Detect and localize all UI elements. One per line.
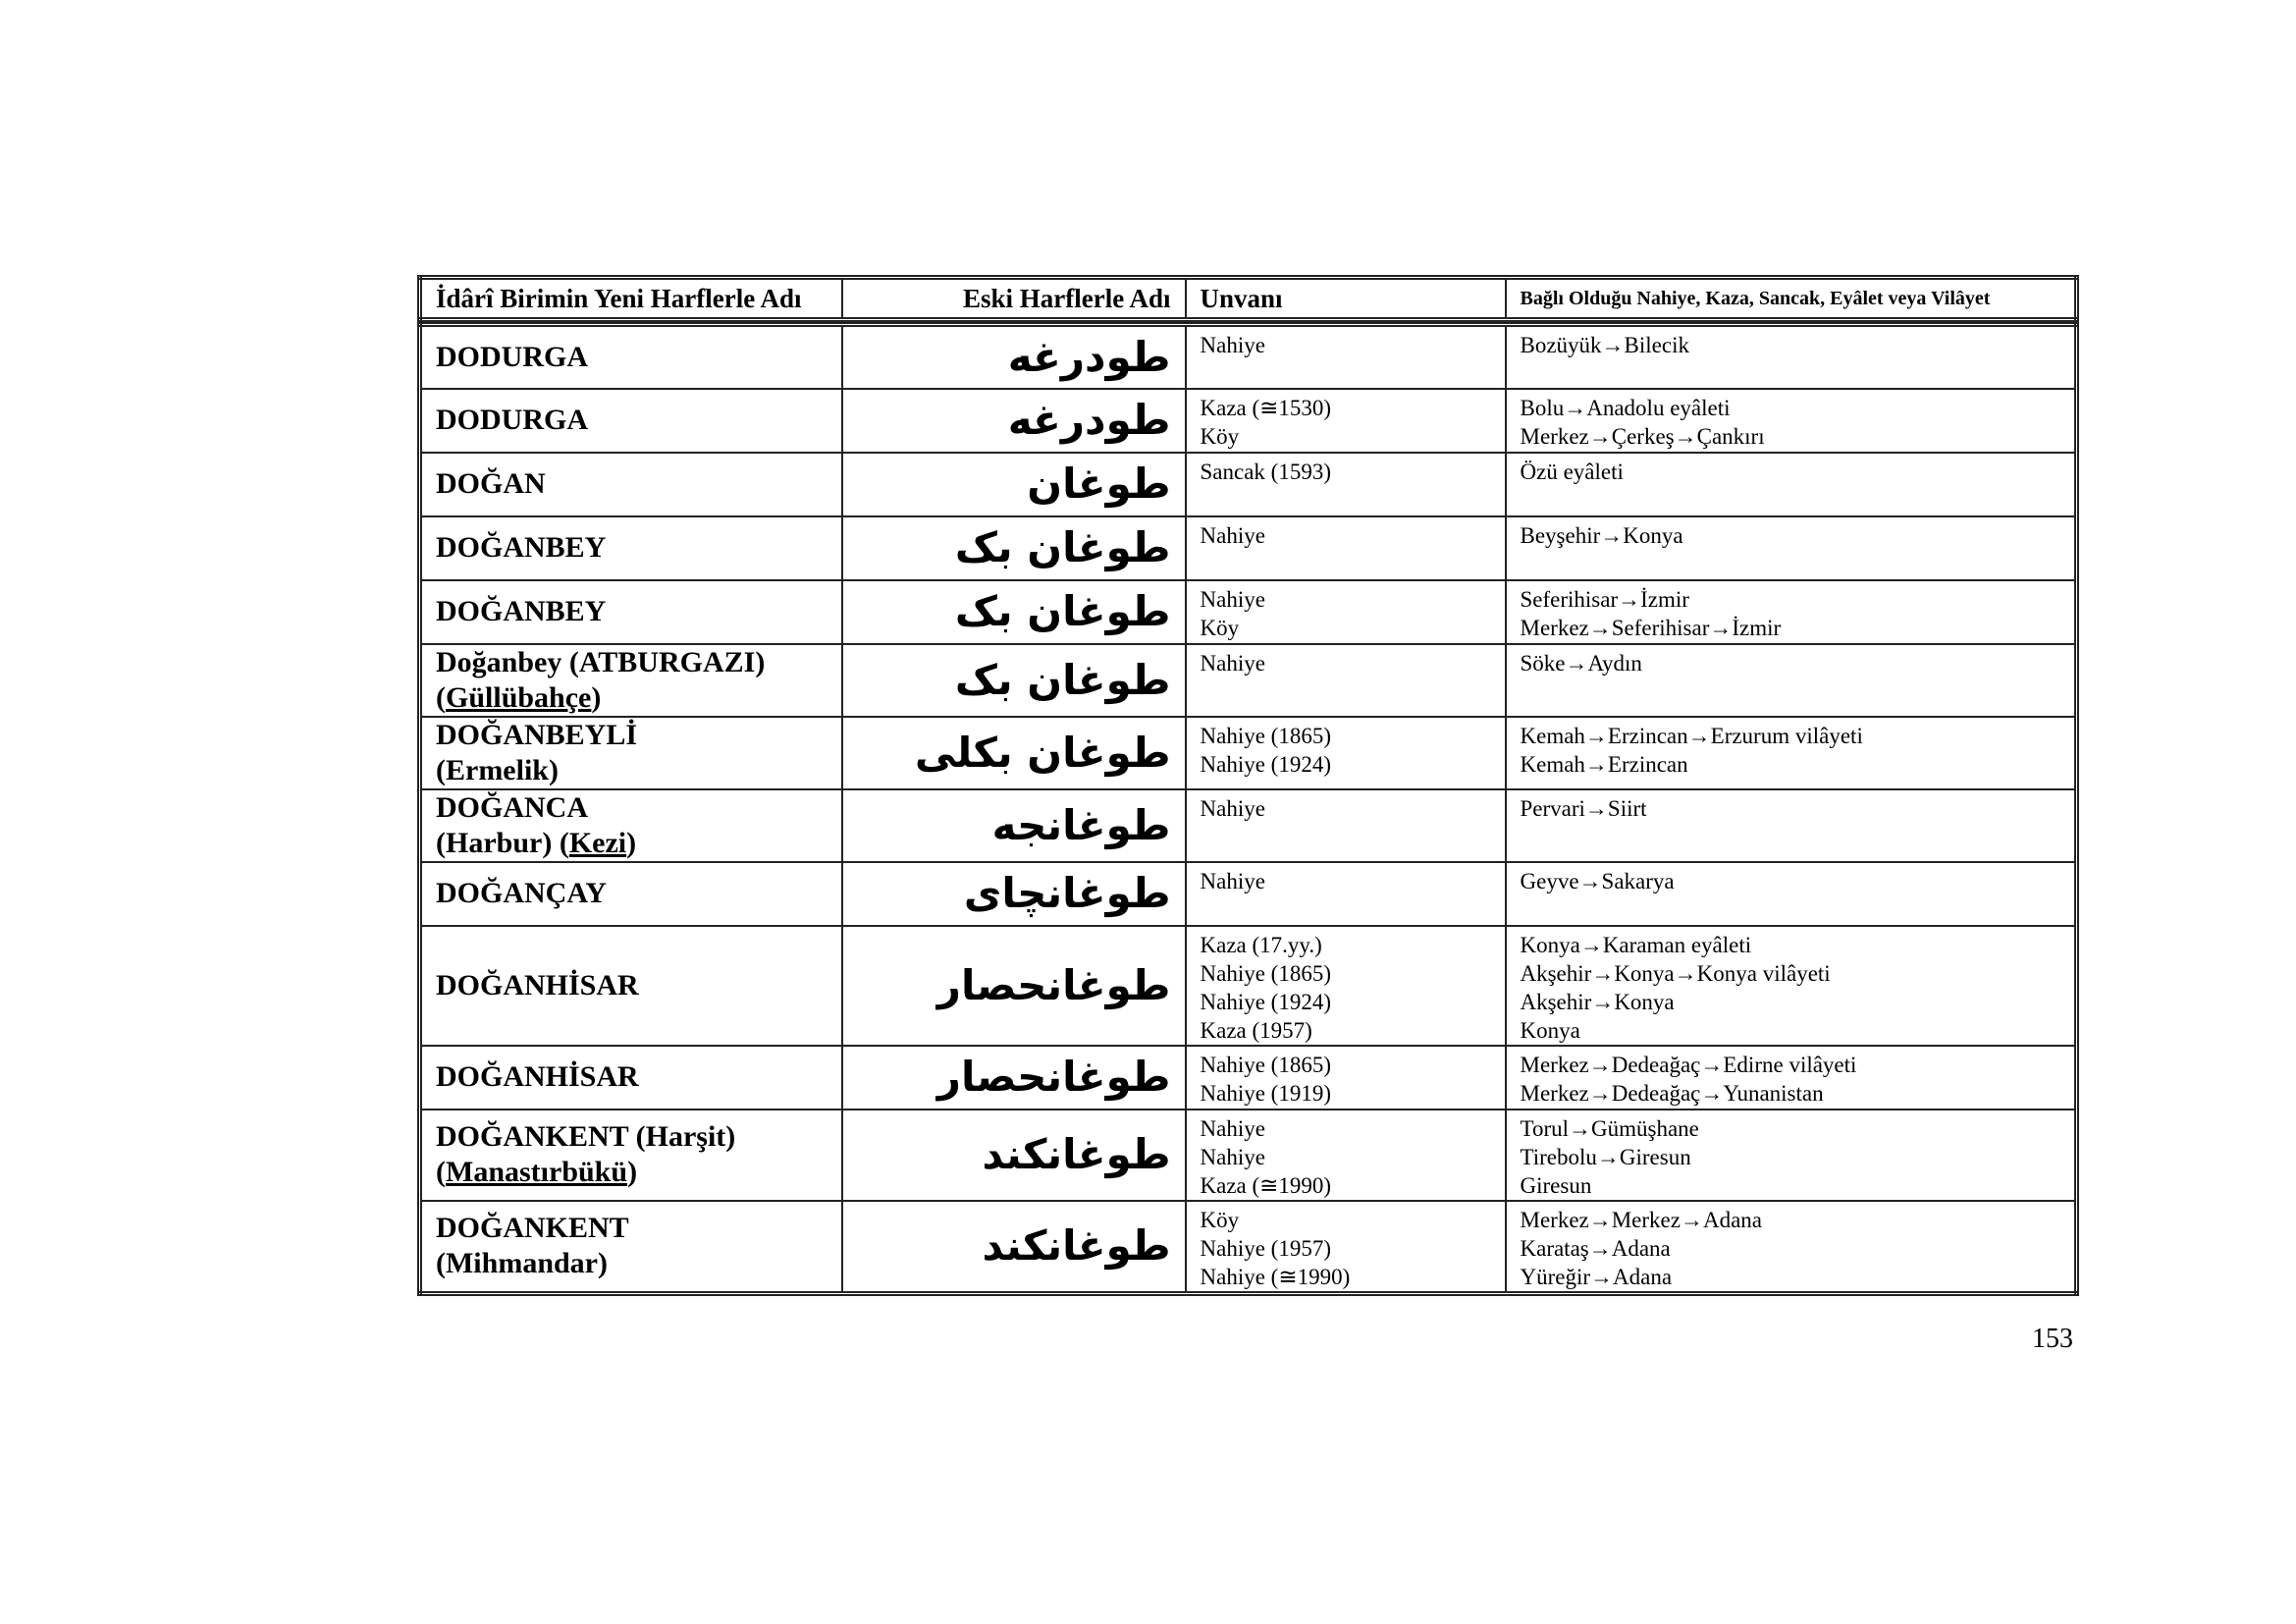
title-cell bbox=[1186, 644, 1506, 717]
title-line: Nahiye bbox=[1200, 522, 1265, 548]
parent-line: Merkez→Seferihisar→İzmir bbox=[1520, 615, 1782, 640]
unit-name: DOĞAN bbox=[436, 467, 546, 500]
parent-line: Özü eyâleti bbox=[1520, 459, 1624, 484]
title-line: Nahiye bbox=[1200, 586, 1265, 612]
unit-name: DOĞANKENT (Harşit) bbox=[436, 1120, 736, 1153]
parent-line: Merkez→Çerkeş→Çankırı bbox=[1520, 423, 1765, 449]
parent-line: Yüreğir→Adana bbox=[1520, 1264, 1673, 1289]
alt-name-text: ) bbox=[627, 1156, 638, 1188]
title-line: Nahiye (1924) bbox=[1200, 989, 1331, 1014]
new-name-cell bbox=[420, 325, 842, 389]
alt-name-underlined: Güllübahçe bbox=[446, 680, 592, 714]
parent-cell bbox=[1506, 862, 2077, 926]
parent-line: Bozüyük→Bilecik bbox=[1520, 333, 1689, 357]
old-name-cell: طوغانحصار bbox=[842, 926, 1186, 1046]
unit-name: DOĞANÇAY bbox=[436, 877, 607, 909]
title-cell bbox=[1186, 1201, 1506, 1294]
alt-name-text: ( bbox=[436, 680, 446, 714]
unit-name: Doğanbey (ATBURGAZI) bbox=[436, 645, 766, 678]
parent-line: Konya bbox=[1520, 1017, 1580, 1043]
table-row bbox=[420, 1046, 2077, 1110]
table-row bbox=[420, 389, 2077, 453]
new-name-cell bbox=[420, 926, 842, 1046]
title-line: Nahiye (1919) bbox=[1200, 1080, 1331, 1106]
parent-line: Seferihisar→İzmir bbox=[1520, 586, 1689, 612]
unit-name: DOĞANKENT bbox=[436, 1212, 629, 1244]
alt-name-text: ) bbox=[626, 826, 637, 859]
alt-name-text: ) bbox=[591, 680, 602, 714]
old-name-cell: طوغانجه bbox=[842, 789, 1186, 862]
title-line: Nahiye bbox=[1200, 795, 1265, 821]
parent-cell bbox=[1506, 926, 2077, 1046]
title-cell bbox=[1186, 516, 1506, 580]
unit-name: DOĞANBEYLİ bbox=[436, 718, 638, 751]
title-line: Kaza (≅1530) bbox=[1200, 395, 1332, 420]
unit-name: DOĞANBEY bbox=[436, 595, 607, 627]
title-cell bbox=[1186, 389, 1506, 453]
table-row bbox=[420, 926, 2077, 1046]
parent-line: Söke→Aydın bbox=[1520, 650, 1642, 676]
parent-line: Torul→Gümüşhane bbox=[1520, 1115, 1699, 1141]
title-line: Nahiye bbox=[1200, 1144, 1265, 1169]
parent-cell bbox=[1506, 580, 2077, 644]
old-name-cell: طوغان بكلى bbox=[842, 717, 1186, 789]
header-parent: Bağlı Olduğu Nahiye, Kaza, Sancak, Eyâlet veya Vilâyet bbox=[1506, 278, 2077, 320]
unit-alt-name bbox=[436, 680, 841, 716]
parent-line: Giresun bbox=[1520, 1172, 1592, 1198]
title-line: Nahiye (1865) bbox=[1200, 1052, 1331, 1077]
unit-name: DOĞANBEY bbox=[436, 531, 607, 564]
parent-cell bbox=[1506, 1110, 2077, 1201]
title-line: Nahiye (1924) bbox=[1200, 751, 1331, 777]
new-name-cell bbox=[420, 862, 842, 926]
parent-line: Geyve→Sakarya bbox=[1520, 868, 1675, 893]
parent-cell bbox=[1506, 453, 2077, 516]
header-title: Unvanı bbox=[1186, 278, 1506, 320]
title-cell bbox=[1186, 717, 1506, 789]
title-cell bbox=[1186, 325, 1506, 389]
unit-name: DODURGA bbox=[436, 404, 588, 436]
new-name-cell bbox=[420, 453, 842, 516]
parent-cell bbox=[1506, 1046, 2077, 1110]
table-row bbox=[420, 717, 2077, 789]
unit-name: DOĞANHİSAR bbox=[436, 1060, 639, 1093]
title-line: Nahiye (1957) bbox=[1200, 1235, 1331, 1261]
parent-line: Tirebolu→Giresun bbox=[1520, 1144, 1691, 1169]
new-name-cell bbox=[420, 1110, 842, 1201]
parent-cell bbox=[1506, 1201, 2077, 1294]
title-line: Nahiye bbox=[1200, 333, 1265, 357]
table-row bbox=[420, 325, 2077, 389]
title-cell bbox=[1186, 862, 1506, 926]
table-row bbox=[420, 453, 2077, 516]
header-new-name: İdârî Birimin Yeni Harflerle Adı bbox=[420, 278, 842, 320]
alt-name-underlined: Manastırbükü bbox=[446, 1156, 628, 1188]
title-line: Köy bbox=[1200, 423, 1240, 449]
alt-name-underlined: Kezi bbox=[568, 826, 627, 859]
parent-cell bbox=[1506, 516, 2077, 580]
old-name-cell: طودرغه bbox=[842, 389, 1186, 453]
parent-line: Merkez→Dedeağaç→Yunanistan bbox=[1520, 1080, 1824, 1106]
table-row bbox=[420, 1201, 2077, 1294]
table-row bbox=[420, 1110, 2077, 1201]
table-row bbox=[420, 644, 2077, 717]
new-name-cell bbox=[420, 389, 842, 453]
old-name-cell: طوغانكند bbox=[842, 1110, 1186, 1201]
new-name-cell bbox=[420, 516, 842, 580]
parent-line: Kemah→Erzincan→Erzurum vilâyeti bbox=[1520, 723, 1863, 748]
parent-cell bbox=[1506, 644, 2077, 717]
new-name-cell bbox=[420, 644, 842, 717]
new-name-cell bbox=[420, 580, 842, 644]
old-name-cell: طوغان bbox=[842, 453, 1186, 516]
old-name-cell: طوغانحصار bbox=[842, 1046, 1186, 1110]
page-number: 153 bbox=[2032, 1324, 2073, 1354]
new-name-cell bbox=[420, 1046, 842, 1110]
unit-name: DOĞANCA bbox=[436, 790, 588, 824]
parent-line: Kemah→Erzincan bbox=[1520, 751, 1688, 777]
parent-line: Konya→Karaman eyâleti bbox=[1520, 932, 1752, 957]
unit-name: DOĞANHİSAR bbox=[436, 968, 639, 1001]
title-cell bbox=[1186, 1046, 1506, 1110]
title-cell bbox=[1186, 926, 1506, 1046]
old-name-cell: طوغان بک bbox=[842, 644, 1186, 717]
old-name-cell: طودرغه bbox=[842, 325, 1186, 389]
title-line: Nahiye (1865) bbox=[1200, 960, 1331, 986]
title-cell bbox=[1186, 580, 1506, 644]
unit-alt-name bbox=[436, 1246, 841, 1281]
parent-line: Akşehir→Konya→Konya vilâyeti bbox=[1520, 960, 1831, 986]
title-line: Nahiye bbox=[1200, 868, 1265, 893]
parent-cell bbox=[1506, 717, 2077, 789]
old-name-cell: طوغان بک bbox=[842, 580, 1186, 644]
title-cell bbox=[1186, 789, 1506, 862]
parent-line: Merkez→Dedeağaç→Edirne vilâyeti bbox=[1520, 1052, 1857, 1077]
table-header bbox=[417, 275, 2079, 322]
unit-alt-name bbox=[436, 826, 841, 861]
new-name-cell bbox=[420, 789, 842, 862]
title-line: Köy bbox=[1200, 615, 1240, 640]
table-row bbox=[420, 516, 2077, 580]
unit-name: DODURGA bbox=[436, 340, 588, 373]
table-row bbox=[420, 862, 2077, 926]
title-line: Kaza (≅1990) bbox=[1200, 1172, 1332, 1198]
alt-name-text: (Ermelik) bbox=[436, 753, 559, 786]
title-line: Köy bbox=[1200, 1207, 1240, 1232]
parent-line: Karataş→Adana bbox=[1520, 1235, 1671, 1261]
old-name-cell: طوغان بک bbox=[842, 516, 1186, 580]
parent-line: Pervari→Siirt bbox=[1520, 795, 1647, 821]
table-body bbox=[420, 325, 2077, 1294]
alt-name-text: (Harbur) ( bbox=[436, 826, 569, 859]
unit-alt-name bbox=[436, 753, 841, 788]
title-line: Nahiye bbox=[1200, 1115, 1265, 1141]
new-name-cell bbox=[420, 717, 842, 789]
header-old-name: Eski Harflerle Adı bbox=[842, 278, 1186, 320]
title-cell bbox=[1186, 1110, 1506, 1201]
admin-units-table bbox=[417, 322, 2079, 1296]
parent-line: Merkez→Merkez→Adana bbox=[1520, 1207, 1762, 1232]
parent-cell bbox=[1506, 789, 2077, 862]
parent-line: Akşehir→Konya bbox=[1520, 989, 1675, 1014]
unit-alt-name bbox=[436, 1155, 841, 1190]
title-cell bbox=[1186, 453, 1506, 516]
title-line: Sancak (1593) bbox=[1200, 459, 1331, 484]
parent-cell bbox=[1506, 325, 2077, 389]
header-row bbox=[420, 278, 2077, 320]
title-line: Kaza (17.yy.) bbox=[1200, 932, 1322, 957]
table-row bbox=[420, 789, 2077, 862]
title-line: Nahiye (1865) bbox=[1200, 723, 1331, 748]
title-line: Nahiye (≅1990) bbox=[1200, 1264, 1351, 1289]
alt-name-text: (Mihmandar) bbox=[436, 1247, 608, 1279]
old-name-cell: طوغانچاى bbox=[842, 862, 1186, 926]
old-name-cell: طوغانكند bbox=[842, 1201, 1186, 1294]
title-line: Nahiye bbox=[1200, 650, 1265, 676]
parent-line: Bolu→Anadolu eyâleti bbox=[1520, 395, 1731, 420]
table-row bbox=[420, 580, 2077, 644]
parent-line: Beyşehir→Konya bbox=[1520, 522, 1683, 548]
parent-cell bbox=[1506, 389, 2077, 453]
new-name-cell bbox=[420, 1201, 842, 1294]
alt-name-text: ( bbox=[436, 1156, 446, 1188]
title-line: Kaza (1957) bbox=[1200, 1017, 1312, 1043]
